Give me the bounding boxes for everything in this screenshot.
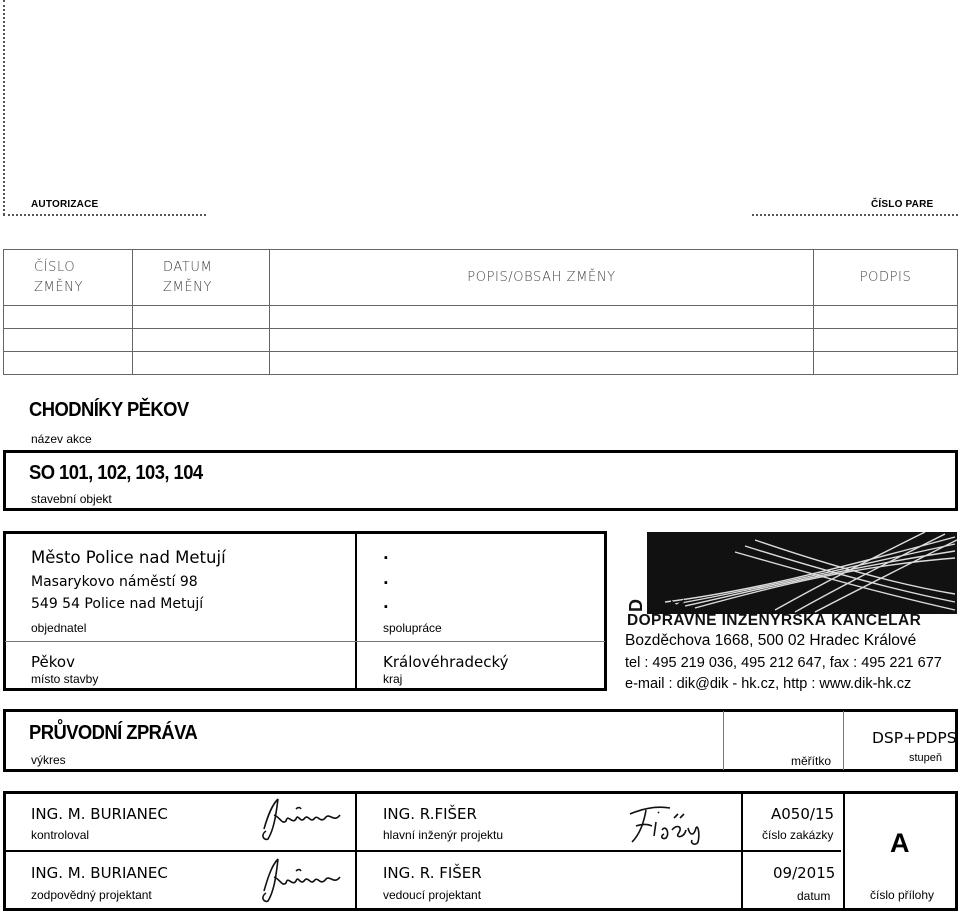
responsible-label: zodpovědný projektant [31, 888, 152, 902]
col-change-number-line2: ZMĚNY [34, 280, 84, 295]
region-label: kraj [383, 672, 403, 686]
cooperation-label: spolupráce [383, 621, 442, 635]
date-label: datum [797, 889, 831, 903]
cooperation-line2: . [383, 570, 389, 588]
stage-label: stupeň [909, 752, 943, 764]
revisions-table [3, 249, 958, 375]
chief-engineer-name: ING. R.FIŠER [383, 805, 477, 823]
client-divider [355, 533, 357, 689]
company-address: Bozděchova 1668, 500 02 Hradec Králové [625, 632, 917, 649]
col-signature: PODPIS [814, 250, 958, 306]
chief-engineer-label: hlavní inženýr projektu [383, 828, 504, 842]
col-change-number-line1: ČÍSLO [34, 260, 76, 275]
signature-burianec-1 [256, 795, 342, 843]
scale-label: měřítko [791, 754, 832, 768]
signature-burianec-2 [256, 855, 342, 905]
col-change-date-line2: ZMĚNY [163, 280, 213, 295]
order-number-label: číslo zakázky [762, 828, 834, 842]
authorization-dotted-line [3, 214, 206, 216]
col-change-description: POPIS/OBSAH ZMĚNY [270, 250, 814, 306]
attachment-number-label: číslo přílohy [870, 888, 935, 902]
drawing-title: PRŮVODNÍ ZPRÁVA [29, 722, 198, 744]
lead-designer-label: vedoucí projektant [383, 888, 482, 902]
project-name: CHODNÍKY PĚKOV [29, 399, 189, 421]
checked-by-name: ING. M. BURIANEC [31, 805, 168, 823]
construction-place-label: místo stavby [31, 672, 99, 686]
client-separator [5, 641, 605, 642]
project-name-label: název akce [31, 432, 92, 446]
cooperation-line3: . [383, 594, 389, 612]
region: Královéhradecký [383, 653, 509, 671]
date: 09/2015 [773, 864, 836, 882]
checked-by-label: kontroloval [31, 828, 90, 842]
logo-letters: D I K [626, 599, 688, 612]
revisions-header-row [4, 250, 958, 306]
client-city: 549 54 Police nad Metují [31, 596, 204, 612]
lead-designer-name: ING. R. FIŠER [383, 864, 482, 882]
col-change-number [4, 250, 133, 306]
signature-fiser [624, 800, 706, 848]
table-row [4, 352, 958, 375]
left-dotted-margin [3, 0, 5, 215]
logo-letter-strip [625, 532, 688, 614]
company-phone: tel : 495 219 036, 495 212 647, fax : 495 221 677 [625, 655, 942, 671]
logo-title: DOPRAVNĚ INŽENÝRSKÁ KANCELÁŘ [627, 612, 922, 627]
drawing-title-label: výkres [31, 753, 66, 767]
table-row [4, 306, 958, 329]
attachment-number: A [890, 828, 910, 858]
stage: DSP+PDPS [872, 729, 957, 747]
col-change-date [133, 250, 270, 306]
authorization-label: AUTORIZACE [31, 199, 99, 210]
col-change-date-line1: DATUM [163, 260, 213, 275]
cooperation-line1: . [383, 545, 389, 563]
pare-number-label: ČÍSLO PARE [871, 199, 934, 210]
responsible-name: ING. M. BURIANEC [31, 864, 168, 882]
building-object: SO 101, 102, 103, 104 [29, 462, 203, 484]
table-row [4, 329, 958, 352]
company-email: e-mail : dik@dik - hk.cz, http : www.dik-hk.cz [625, 676, 912, 692]
pare-dotted-line [752, 214, 958, 216]
signature-divider-3 [843, 793, 845, 909]
construction-place: Pěkov [31, 653, 75, 671]
company-logo [625, 532, 957, 627]
order-number: A050/15 [771, 805, 835, 823]
client-label: objednatel [31, 621, 87, 635]
building-object-label: stavební objekt [31, 492, 112, 506]
drawing-divider-1 [723, 711, 724, 770]
client-name: Město Police nad Metují [31, 548, 226, 567]
client-street: Masarykovo náměstí 98 [31, 574, 198, 590]
drawing-divider-2 [843, 711, 844, 770]
signature-separator [5, 850, 841, 852]
